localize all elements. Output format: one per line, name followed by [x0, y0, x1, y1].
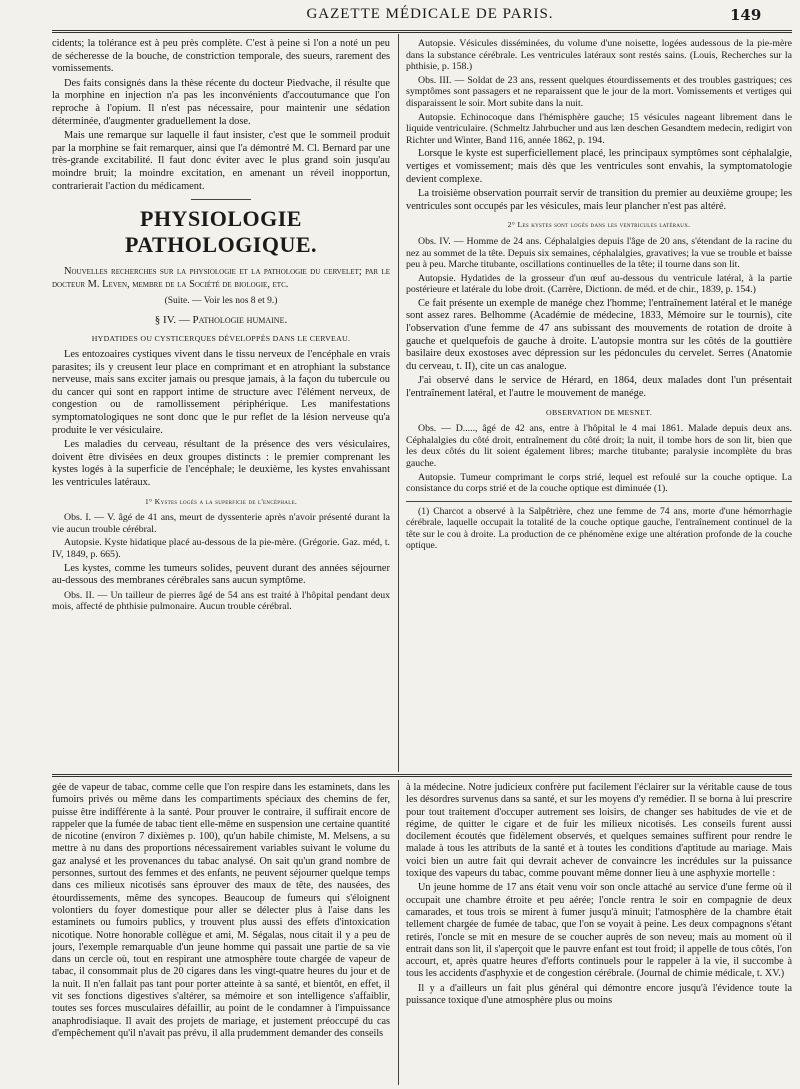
right-column: [406, 38, 792, 773]
divider: [191, 199, 251, 200]
paragraph: Les entozoaires cystiques vivent dans le tissu nerveux de l'encéphale en vrais parasites; ils y creusent leur place en comprimant et en atrophiant la substance nerveuse, mais sans exciter jamais ou presque jamais, à la façon du tubercule ou du cancer qui sont en rapport intime de structure avec l'élément nerveux, de congestion ou de ramollissement périphérique. Les manifestations symptomatologiques ne sont donc que le pur reflet de la lésion nerveuse qu'a produite le ver vésiculaire.: [52, 349, 390, 436]
paragraph: Un jeune homme de 17 ans était venu voir son oncle attaché au service d'une ferme où il occupait une chambre étroite et peu aérée; l'oncle rentra le soir en compagnie de deux camarades, et tous trois se mirent à fumer jusqu'à minuit; l'atmosphère de la chambre était tellement chargée de fumée de tabac, que l'on se voyait à peine. Les deux compagnons s'étant retirés, l'oncle se mit en mesure de se coucher auprès de son neveu; mais au moment où il entrait dans son lit, il s'aperçoit que le pauvre enfant est tout froid; il appelle de tous côtés, l'on accourt, et, après quatre heures d'efforts continuels pour le rappeler à la vie, il succombe à tous les accidents d'asphyxie et de congestion cérébrale. (Journal de chimie médicale, t. XV.): [406, 882, 792, 980]
column-separator-bottom: [398, 780, 399, 1085]
observation: Obs. IV. — Homme de 24 ans. Céphalalgies depuis l'âge de 20 ans, s'étendant de la racine du nez au sommet de la tête. Depuis six semaines, céphalalgies, gravatives; la vue se trouble et baisse peu à peu. Marche titubante, oscillations continuelles de la tête; il tourne dans son lit.: [406, 235, 792, 271]
section-title: PHYSIOLOGIE PATHOLOGIQUE.: [124, 206, 318, 258]
journal-title: GAZETTE MÉDICALE DE PARIS.: [306, 6, 554, 22]
hydatid-heading: HYDATIDES OU CYSTICERQUES DÉVELOPPÉS DANS LE CERVEAU.: [91, 333, 351, 343]
observation: Obs. I. — V. âgé de 41 ans, meurt de dyssenterie après n'avoir présenté durant la vie aucun trouble cérébral.: [52, 512, 390, 535]
paragraph: Des faits consignés dans la thèse récente du docteur Piedvache, il résulte que la morphine en injection n'a pas les inconvénients d'accoutumance que l'on reproche à l'opium. Il n'est pas nécessaire, pour maintenir une sédation déterminée, d'augmenter graduellement la dose.: [52, 77, 390, 127]
footnote-rule: [406, 501, 792, 502]
paragraph: gée de vapeur de tabac, comme celle que l'on respire dans les estaminets, dans les fumoirs privés ou même dans les compartiments spéciaux des chemins de fer, puisse être indifférente à la santé. Pour prouver le contraire, il suffirait encore de rappeler que la fumée de tabac tient elle-même en suspension une certaine quantité de nicotine (environ 7 dixièmes p. 100), qu'un habile chimiste, M. Melsens, a su mettre à nu dans des proportions nécessairement variables suivant le volume du gaz analysé et les provenances du tabac analysé. On sait qu'un grand nombre de personnes, surtout des femmes et des enfants, ne peuvent séjourner quelque temps dans ces milieux nicotisés sans éprouver des maux de tête, des nausées, des étourdissements, même des syncopes. Beaucoup de fumeurs qui s'éloignent volontiers du foyer domestique pour aller se délecter plus à l'aise dans les estaminets ou fumoirs publics, y trouvent plus aussi des effets d'intoxication nicotique. Notre honorable collègue et ami, M. Ségalas, nous citait il y a peu de jours, l'exemple remarquable d'un jeune homme qui passait une partie de sa vie dans un cercle où, tout en respirant une atmosphère toute chargée de vapeur de tabac, il consommait plus de 20 cigares dans les vingt-quatre heures du jour et de la nuit. Il n'en fallait pas tant pour porter atteinte à sa santé, et bientôt, en effet, il vit ses fonctions digestives s'altérer, sa mémoire et son intelligence s'affaiblir, toutes ses forces musculaires défaillir, au point de le condamner à l'impuissance anaphrodisiaque. Il avait des projets de mariage, et justement préoccupé du cas d'empêchement qu'il n'avait pas prévu, il alla prudemment demander des conseils: [52, 782, 390, 1039]
paragraph: Lorsque le kyste est superficiellement placé, les principaux symptômes sont céphalalgie, vertiges et vomissement; mais dès que les ventricules sont envahis, la symptomatologie devient complexe.: [406, 148, 792, 185]
header-rule-2: [52, 32, 792, 33]
observation: Obs. — D....., âgé de 42 ans, entre à l'hôpital le 4 mai 1861. Malade depuis deux ans. Céphalalgies du côté droit, entraînement du côté droit; la nuit, il tombe hors de son lit, bien que les deux côtés du lit soient également libres; marche titubante; paralysie incomplète du bras gauche.: [406, 423, 792, 469]
mesnet-heading: OBSERVATION DE MESNET.: [546, 407, 652, 417]
header-rule: [52, 30, 792, 31]
sub-heading: § IV. — Pathologie humaine.: [154, 313, 288, 326]
observation: Obs. III. — Soldat de 23 ans, ressent quelques étourdissements et des troubles gastriques; ces symptômes sont passagers et ne reparaissent que le jour de la mort. Vomissements et vertiges qui disparaissent le soir. Mort subite dans la nuit.: [406, 74, 792, 109]
autopsy: Autopsie. Echinocoque dans l'hémisphère gauche; 15 vésicules nageant librement dans le liquide ventriculaire. (Schmeltz Jahrbucher und aus læn deschen Gesandtem medecin, redigirt von Richter und Winter, Band 116, année 1862, p. 194.: [406, 111, 792, 146]
feuilleton-rule: [52, 774, 792, 775]
paragraph: à la médecine. Notre judicieux confrère put facilement l'éclairer sur la véritable cause de tous les désordres survenus dans sa santé, et sur les moyens d'y remédier. Il se borna à lui prescrire pour tout traitement d'occuper autrement ses loisirs, de changer ses habitudes de vie et de régime, de quitter le cigare et de fuir les milieux nicotisés. Les conseils furent aussi docilement écoutés que fidèlement observés, et quelques semaines suffirent pour rendre le malade à tous les attributs de la santé et à toutes les conditions d'aptitude au mariage. Mais voici bien un autre fait qui devrait achever de convaincre les incrédules sur la puissance toxique des vapeurs du tabac, comme pouvant même donner lieu à une asphyxie mortelle :: [406, 782, 792, 880]
autopsy: Autopsie. Tumeur comprimant le corps strié, lequel est refoulé sur la couche optique. La consistance du corps strié et de la couche optique est diminuée (1).: [406, 471, 792, 495]
paragraph: J'ai observé dans le service de Hérard, en 1864, deux malades dont l'un présentait l'entraînement latéral, et l'autre le mouvement de manége.: [406, 375, 792, 400]
column-separator: [398, 34, 399, 772]
kystes-heading: 1° Kystes logés a la superficie de l'encéphale.: [144, 496, 298, 506]
left-column: [52, 38, 390, 773]
paragraph: La troisième observation pourrait servir de transition du premier au deuxième groupe; les ventricules sont occupés par les vésicules, mais leur plancher n'est pas altéré.: [406, 188, 792, 212]
bottom-right-column: [406, 782, 792, 1082]
article-heading: Nouvelles recherches sur la physiologie et la pathologie du cervelet; par le docteur M. Leven, membre de la Société de biologie, etc.: [52, 266, 390, 290]
paragraph: cidents; la tolérance est à peu près complète. C'est à peine si l'on a noté un peu de sécheresse de la bouche, de constriction temporale, des sueurs, rarement des vomissements.: [52, 38, 390, 75]
suite-note: (Suite. — Voir les nos 8 et 9.): [164, 296, 278, 307]
autopsy: Autopsie. Vésicules disséminées, du volume d'une noisette, logées audessous de la pie-mère dans la substance cérébrale. Les ventricules latéraux sont restés sains. (Louis, Recherches sur la phthisie, p. 158.): [406, 38, 792, 73]
autopsy: Autopsie. Kyste hidatique placé au-dessous de la pie-mère. (Grégorie. Gaz. méd, t. IV, 1849, p. 665).: [52, 537, 390, 560]
page-number: 149: [730, 6, 762, 24]
paragraph: Il y a d'ailleurs un fait plus général qui démontre encore jusqu'à l'évidence toute la puissance toxique d'une atmosphère plus ou moins: [406, 982, 792, 1007]
autopsy: Autopsie. Hydatides de la grosseur d'un œuf au-dessous du ventricule latéral, à la partie postérieure et latérale du lobe droit. (Carrère, Dictionn. de méd. et de chir., 1839, p. 154.): [406, 272, 792, 296]
bottom-left-column: [52, 782, 390, 1082]
ventricules-heading: 2° Les kystes sont logés dans les ventricules latéraux.: [507, 220, 691, 230]
footnote: (1) Charcot a observé à la Salpêtrière, chez une femme de 74 ans, morte d'une hémorrhagie cérébrale, laquelle occupait la totalité de la couche optique gauche, l'entraînement continuel de la tête sur le cou à droite. La production de ce phénomène exige une altération profonde de la couche optique.: [406, 505, 792, 551]
feuilleton-rule-2: [52, 776, 792, 777]
paragraph: Ce fait présente un exemple de manége chez l'homme; l'entraînement latéral et le manége sont assez rares. Belhomme (Académie de médecine, 1833, Mémoire sur le tournis), cite l'observation d'une femme de 47 ans subissant des mouvements de rotation de droite à gauche et quelquefois de gauche à droite. L'autopsie montra sur les côtés de la gouttière basilaire deux exostoses avec dépression sur les pédoncules du cervelet. Serres (Anatomie du cerveau, t. II), cite un cas analogue.: [406, 297, 792, 372]
paragraph: Mais une remarque sur laquelle il faut insister, c'est que le sommeil produit par la morphine se fait remarquer, ainsi que l'a démontré M. Cl. Bernard par une très-grande excitabilité. Il faut donc éviter avec le plus grand soin jusqu'au moindre bruit; la moindre excitation, en amenant un réveil inopportun, contrarierait l'action du médicament.: [52, 130, 390, 192]
observation: Obs. II. — Un tailleur de pierres âgé de 54 ans est traité à l'hôpital pendant deux mois, affecté de phthisie pulmonaire. Aucun trouble cérébral.: [52, 589, 390, 613]
paragraph: Les maladies du cerveau, résultant de la présence des vers vésiculaires, doivent être divisées en deux groupes distincts : le premier comprenant les kystes logés à la superficie de l'encéphale; le deuxième, les kystes envahissant les ventricules latéraux.: [52, 439, 390, 489]
paragraph: Les kystes, comme les tumeurs solides, peuvent durant des années séjourner au-dessous des membranes cérébrales sans aucun symptôme.: [52, 562, 390, 587]
